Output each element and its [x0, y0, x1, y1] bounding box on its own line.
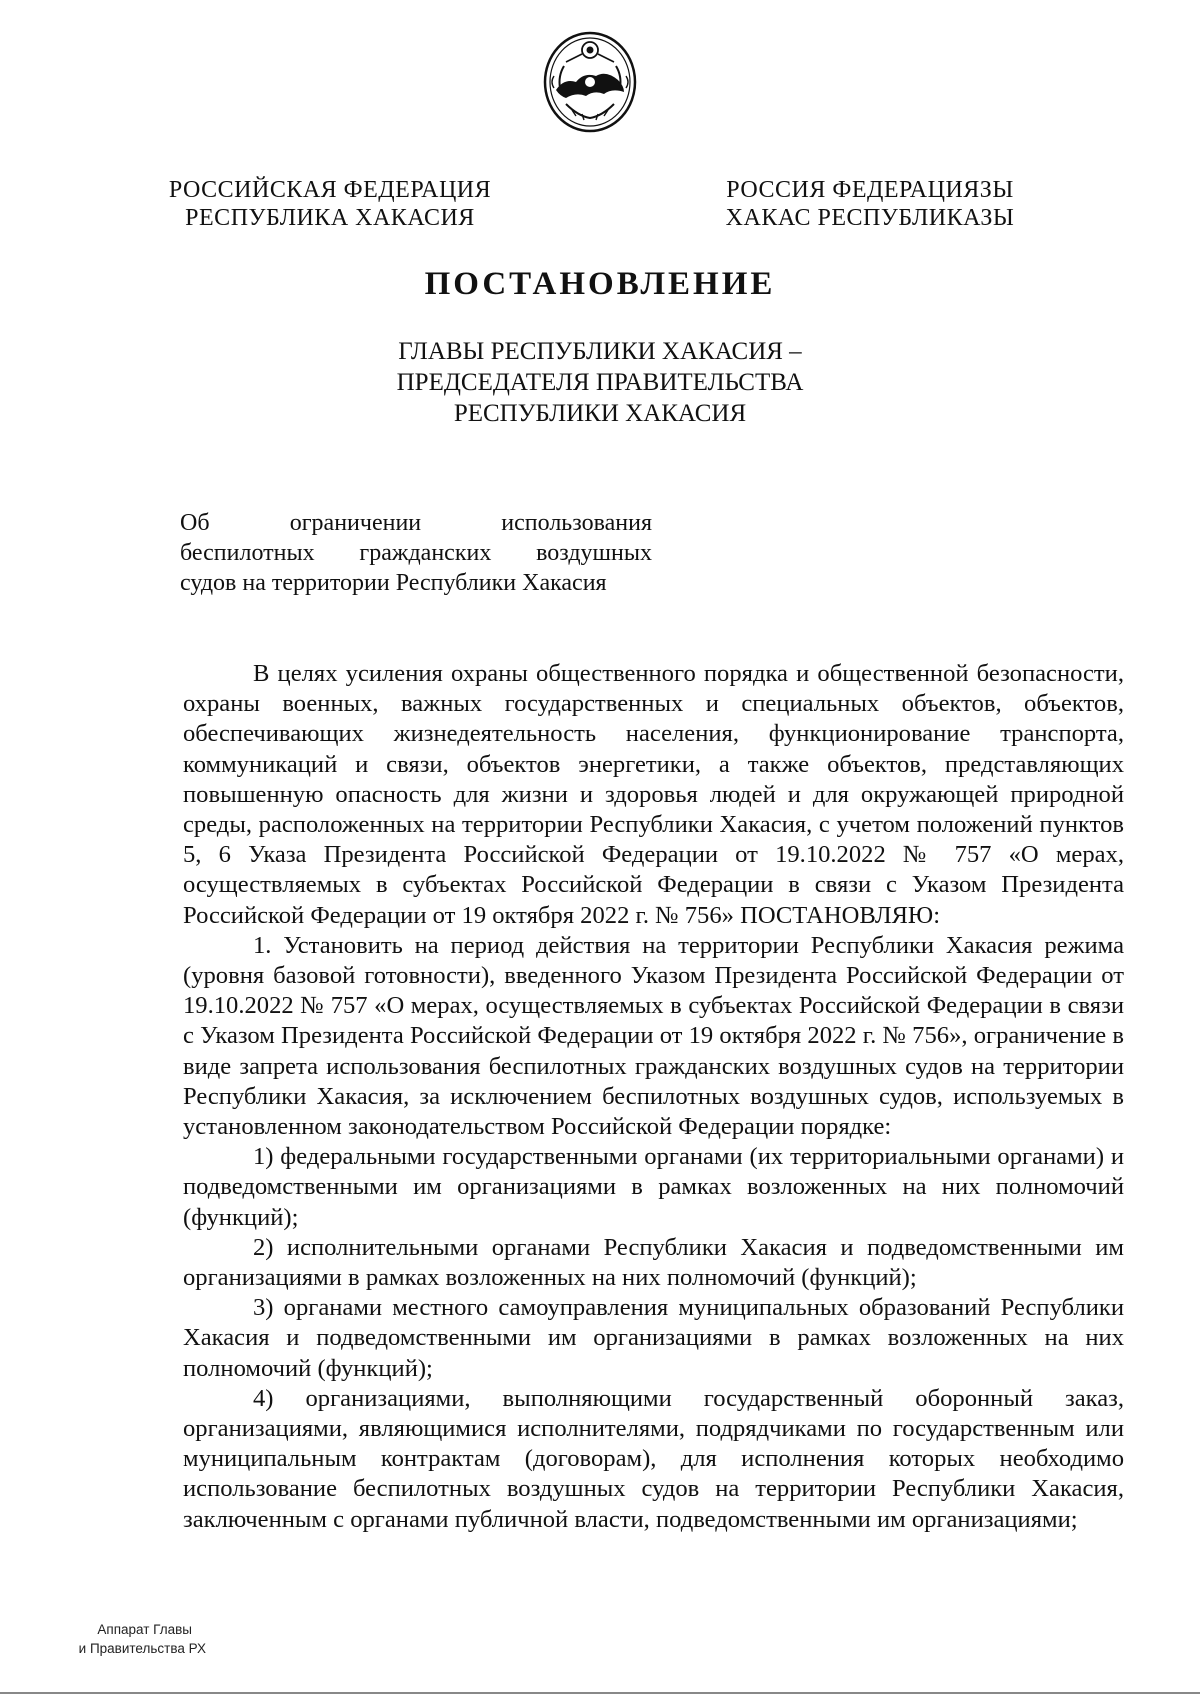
stamp-line-2: и Правительства РХ	[78, 1641, 206, 1656]
header-right-line-1: РОССИЯ ФЕДЕРАЦИЯЗЫ	[726, 177, 1014, 203]
clause-1-item-2: 2) исполнительными органами Республики Хакасия и подведомственными им организациями в рамках возложенных на них полномочий (функций);	[183, 1233, 1124, 1292]
issuer-line-2: ПРЕДСЕДАТЕЛЯ ПРАВИТЕЛЬСТВА	[396, 369, 804, 396]
clause-1-item-4: 4) организациями, выполняющими государственный оборонный заказ, организациями, являющимися исполнителями, подрядчиками по государственным или муниципальным контрактам (договорам), для исполнения которых необходимо использование беспилотных воздушных судов на территории Республики Хакасия, заключенным с органами публичной власти, подведомственными им организациями;	[183, 1384, 1124, 1533]
office-stamp	[46, 1620, 206, 1658]
subject-line-2: беспилотных гражданских воздушных	[180, 540, 652, 566]
header-left	[150, 176, 510, 232]
stamp-line-1: Аппарат Главы	[97, 1622, 192, 1637]
subject-line-3: судов на территории Республики Хакасия	[180, 570, 607, 596]
clause-1-item-1: 1) федеральными государственными органами (их территориальными органами) и подведомственными им организациями в рамках возложенных на них полномочий (функций);	[183, 1143, 1124, 1231]
document-type-title: ПОСТАНОВЛЕНИЕ	[424, 266, 776, 302]
document-issuer	[0, 336, 1200, 429]
header-left-line-2: РЕСПУБЛИКА ХАКАСИЯ	[185, 205, 475, 231]
issuer-line-1: ГЛАВЫ РЕСПУБЛИКИ ХАКАСИЯ –	[398, 338, 802, 365]
preamble-paragraph: В целях усиления охраны общественного порядка и общественной безопасности, охраны военных, важных государственных и специальных объектов, объектов, обеспечивающих жизнедеятельность населения, функционирование транспорта, коммуникаций и связи, объектов энергетики, а также объектов, представляющих повышенную опасность для жизни и здоровья людей и для окружающей природной среды, расположенных на территории Республики Хакасия, с учетом положений пунктов 5, 6 Указа Президента Российской Федерации от 19.10.2022 № 757 «О мерах, осуществляемых в субъектах Российской Федерации в связи с Указом Президента Российской Федерации от 19 октября 2022 г. № 756» ПОСТАНОВЛЯЮ:	[183, 660, 1124, 929]
document-body	[183, 659, 1124, 1535]
clause-1-paragraph: 1. Установить на период действия на территории Республики Хакасия режима (уровня базовой готовности), введенного Указом Президента Российской Федерации от 19.10.2022 № 757 «О мерах, осуществляемых в субъектах Российской Федерации в связи с Указом Президента Российской Федерации от 19 октября 2022 г. № 756», ограничение в виде запрета использования беспилотных гражданских воздушных судов на территории Республики Хакасия, за исключением беспилотных воздушных судов, используемых в установленном законодательством Российской Федерации порядке:	[183, 931, 1124, 1141]
coat-of-arms-icon	[542, 30, 638, 134]
scan-edge-divider	[0, 1692, 1200, 1694]
subject-line-1: Об ограничении использования	[180, 510, 652, 536]
clause-1-item-3: 3) органами местного самоуправления муниципальных образований Республики Хакасия и подведомственными им организациями в рамках возложенных на них полномочий (функций);	[183, 1294, 1124, 1382]
header-left-line-1: РОССИЙСКАЯ ФЕДЕРАЦИЯ	[168, 177, 492, 203]
issuer-line-3: РЕСПУБЛИКИ ХАКАСИЯ	[453, 400, 747, 427]
header-right-line-2: ХАКАС РЕСПУБЛИКАЗЫ	[725, 205, 1015, 231]
document-subject	[180, 508, 652, 598]
header-right	[690, 176, 1050, 232]
